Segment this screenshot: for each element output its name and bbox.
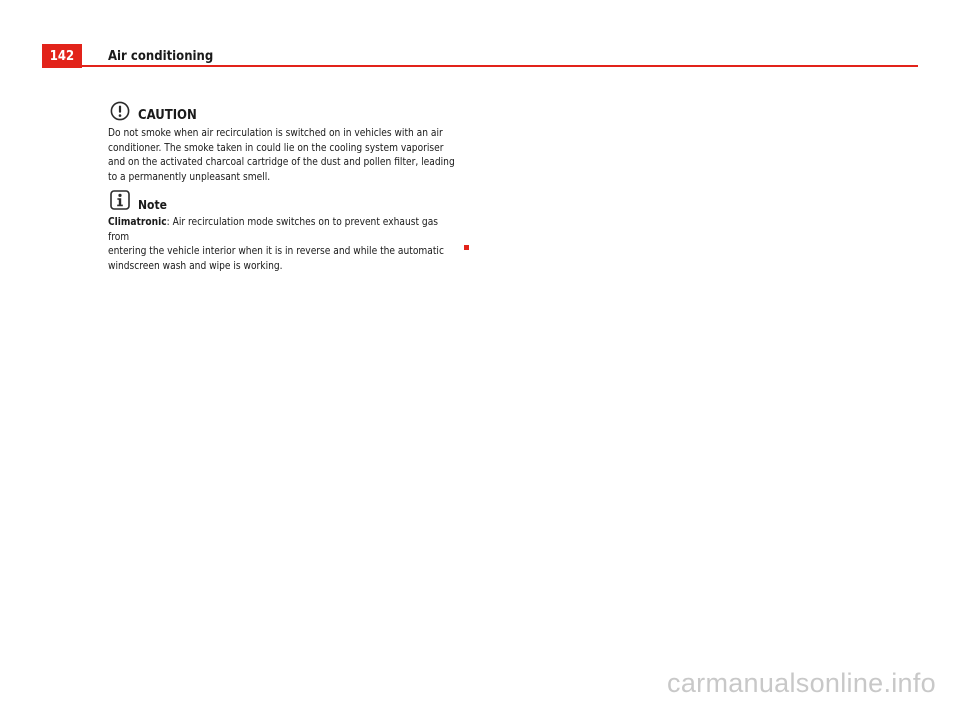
note-heading: Note (138, 198, 167, 212)
info-icon (110, 190, 130, 210)
note-body (108, 215, 461, 273)
caution-line: and on the activated charcoal cartridge of the dust and pollen filter, leading (108, 155, 455, 168)
caution-heading: CAUTION (138, 108, 197, 123)
note-line: entering the vehicle interior when it is in reverse and while the automatic (108, 244, 444, 257)
watermark: carmanualsonline.info (667, 668, 936, 698)
caution-line: conditioner. The smoke taken in could lie on the cooling system vaporiser (108, 140, 444, 154)
caution-line: Do not smoke when air recirculation is switched on in vehicles with an air (108, 126, 443, 139)
exclamation-circle-icon (110, 101, 130, 121)
note-term: Climatronic (108, 215, 167, 228)
section-title: Air conditioning (108, 49, 214, 64)
note-line: windscreen wash and wipe is working. (108, 258, 283, 272)
note-first-line-text: : Air recirculation mode switches on to prevent exhaust gas from (108, 215, 439, 243)
page-number: 142 (42, 44, 82, 68)
note-line (108, 215, 461, 244)
header-divider (82, 65, 918, 67)
section-end-marker (464, 245, 469, 250)
caution-line: to a permanently unpleasant smell. (108, 169, 271, 183)
caution-body (108, 126, 458, 184)
